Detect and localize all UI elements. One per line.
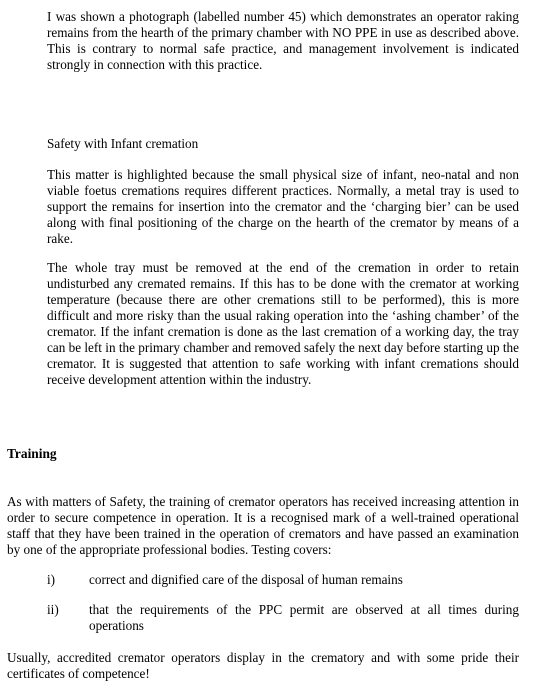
list-marker: ii)	[47, 602, 59, 617]
paragraph-photograph: I was shown a photograph (labelled number 45) which demonstrates an operator raking remains from the hearth of the primary chamber with NO PPE in use as described above. This is contrary to normal safe practice, and management involvement is indicated strongly in connection with this practice.	[47, 9, 519, 72]
section-heading-infant-cremation: Safety with Infant cremation	[47, 136, 199, 151]
paragraph-infant-tray-removal: The whole tray must be removed at the end of the cremation in order to retain undisturbed any cremated remains. If this has to be done with the cremator at working temperature (because there are other cremations still to be performed), this is more difficult and more risky than the usual raking operation into the ‘ashing chamber’ of the cremator. If the infant cremation is done as the last cremation of a working day, the tray can be left in the primary chamber and removed safely the next day before starting up the cremator. It is suggested that attention to safe working with infant cremations should receive development attention within the industry.	[47, 260, 519, 387]
section-heading-training: Training	[7, 446, 57, 461]
list-item	[47, 602, 519, 636]
list-marker: i)	[47, 572, 56, 587]
list-item-text: that the requirements of the PPC permit are observed at all times during operations	[89, 602, 519, 633]
paragraph-closing: Usually, accredited cremator operators display in the crematory and with some pride their certificates of competence!	[7, 650, 519, 681]
list-item	[47, 572, 519, 590]
paragraph-training: As with matters of Safety, the training of cremator operators has received increasing attention in order to secure competence in operation. It is a recognised mark of a well-trained operational staff that they have been trained in the operation of cremators and have passed an examination by one of the appropriate professional bodies. Testing covers:	[7, 494, 519, 557]
paragraph-infant-practices: This matter is highlighted because the small physical size of infant, neo-natal and non viable foetus cremations requires different practices. Normally, a metal tray is used to support the remains for insertion into the cremator and the ‘charging bier’ can be used along with final positioning of the charge on the hearth of the cremator by means of a rake.	[47, 167, 519, 246]
list-item-text: correct and dignified care of the disposal of human remains	[89, 572, 403, 587]
